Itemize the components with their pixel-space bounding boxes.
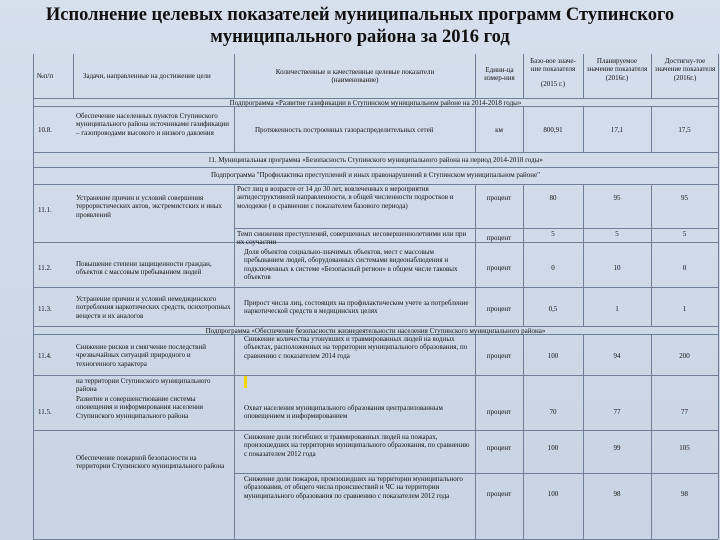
grid-line <box>33 287 718 288</box>
planned-value: 99 <box>613 444 621 452</box>
planned-value: 1 <box>615 305 619 313</box>
grid-line <box>33 430 718 431</box>
base-value: 800,91 <box>543 126 563 134</box>
task-text: Устранение причин и условий совершения террористических актов, экстремистских и иных проявлений <box>76 194 223 219</box>
row-number: 11.4. <box>38 352 52 360</box>
task-text: Устранение причин и условий немедицинского потребления наркотических средств, психотропных веществ и их аналогов <box>76 295 231 320</box>
base-value: 100 <box>547 352 559 360</box>
grid-line <box>475 334 476 539</box>
grid-line <box>234 473 718 474</box>
section-heading: Подпрограмма «Развитие газификации в Ступинском муниципальном районе на 2014-2018 годы» <box>229 99 522 107</box>
section-heading: Подпрограмма "Профилактика преступлений и иных правонарушений в Ступинском муниципальном районе" <box>210 171 540 179</box>
achieved-value: 200 <box>679 352 690 360</box>
grid-line <box>523 54 524 98</box>
unit-value: процент <box>486 408 512 416</box>
task-text: Обеспечение населенных пунктов Ступинского муниципального района источниками газификации – газопроводами высокого и низкого давления <box>76 112 230 137</box>
task-text: Развитие и совершенствование системы оповещения и информирования населения Ступинского муниципального района <box>76 395 203 420</box>
indicator-text: Снижение количества утонувших и травмированных людей на водных объектах, расположенных на территории муниципального образования, по сравнению с показателем 2014 года <box>244 335 468 360</box>
task-text: на территории Ступинского муниципального района <box>76 377 211 394</box>
indicators-table <box>33 54 718 540</box>
base-value: 80 <box>549 194 557 202</box>
grid-line <box>234 334 235 539</box>
section-heading: Подпрограмма «Обеспечение безопасности жизнедеятельности населения Ступинского муниципального района» <box>205 327 546 335</box>
grid-line <box>234 228 718 229</box>
planned-value: 95 <box>613 194 621 202</box>
section-heading: 11. Муниципальная программа «Безопасность Ступинского муниципального района на период 2014-2018 годы» <box>208 156 543 164</box>
row-number: 11.5. <box>38 408 52 416</box>
indicator-text: Снижение доли погибших и травмированных людей на пожарах, произошедших на территории муниципального образования, по сравнению с показателем 2012 года <box>244 433 470 458</box>
unit-value: процент <box>486 264 512 272</box>
page-title-line-1: Исполнение целевых показателей муниципальных программ Ступинского <box>45 5 675 25</box>
header-num: №п/п <box>37 72 54 80</box>
grid-line <box>33 167 718 168</box>
header-tasks: Задачи, направленные на достижение цели <box>83 72 211 80</box>
grid-line <box>583 334 584 539</box>
planned-value: 94 <box>613 352 621 360</box>
unit-value: процент <box>486 234 512 242</box>
grid-line <box>33 375 718 376</box>
grid-line <box>33 54 34 539</box>
base-value: 5 <box>551 230 555 238</box>
indicator-text: Доля объектов социально-значимых объектов, мест с массовым пребыванием людей, оборудованных системами видеонаблюдения и подключенных к системе «Безопасный регион» в общем числе таковых объектов <box>244 248 458 282</box>
header-base <box>525 57 581 88</box>
indicator-text: Снижение доли пожаров, произошедших на территории муниципального образования, от общего числа происшествий и ЧС на территории муниципального образования по сравнению с показателем 2012 года <box>244 475 463 500</box>
base-value: 0,5 <box>548 305 558 313</box>
indicator-text: Протяженность построенных газораспределительных сетей <box>255 126 434 134</box>
header-indicators: Количественные и качественные целевые показатели (наименование) <box>275 68 435 85</box>
indicator-text: Рост лиц в возрасте от 14 до 30 лет, вовлеченных в мероприятия антидеструктивной направленности, в общей численности подростков и молодежи ( в сравнении с показателем базового периода) <box>237 185 454 210</box>
unit-value: процент <box>486 305 512 313</box>
achieved-value: 98 <box>681 490 688 498</box>
achieved-value: 17,5 <box>678 126 691 134</box>
grid-line <box>73 54 74 98</box>
planned-value: 98 <box>613 490 621 498</box>
unit-value: процент <box>486 444 512 452</box>
achieved-value: 0 <box>682 264 687 272</box>
grid-line <box>234 184 235 326</box>
row-number: 11.2. <box>38 264 52 272</box>
page-title-line-2: муниципального района за 2016 год <box>210 27 510 47</box>
grid-line <box>234 106 235 152</box>
grid-line <box>583 54 584 98</box>
planned-value: 10 <box>613 264 621 272</box>
grid-line <box>234 54 235 98</box>
achieved-value: 105 <box>679 444 690 452</box>
grid-line <box>523 334 524 539</box>
row-number: 11.3. <box>38 305 52 313</box>
unit-value: процент <box>486 194 512 202</box>
unit-value: процент <box>486 352 512 360</box>
base-value: 70 <box>549 408 557 416</box>
grid-line <box>651 54 652 98</box>
indicator-text: Темп снижения преступлений, совершенных несовершеннолетними или при их соучастии <box>237 230 467 247</box>
grid-line <box>718 54 719 539</box>
achieved-value: 77 <box>681 408 688 416</box>
header-achieved: Достигну-тое значение показателя (2016г.) <box>654 57 716 82</box>
row-number: 10.8. <box>38 126 52 134</box>
task-text: Снижение рисков и смягчение последствий чрезвычайных ситуаций природного и техногенного характера <box>76 343 206 368</box>
task-text: Обеспечение пожарной безопасности на территории Ступинского муниципального района <box>76 454 225 471</box>
highlight-marker <box>244 376 247 388</box>
header-planned: Планируемое значение показателя (2016г.) <box>586 57 648 82</box>
indicator-text: Прирост числа лиц, состоящих на профилактическом учете за потребление наркотической средств в медицинских целях <box>244 299 469 316</box>
grid-line <box>33 152 718 153</box>
base-value: 0 <box>551 264 555 272</box>
planned-value: 5 <box>615 230 619 238</box>
achieved-value: 1 <box>682 305 687 313</box>
header-base-year: (2015 г.) <box>540 79 566 88</box>
header-base-label: Базо-вое значе-ние показателя <box>530 57 576 74</box>
row-number: 11.1. <box>38 206 52 214</box>
unit-value: км <box>495 126 503 134</box>
grid-line <box>651 334 652 539</box>
base-value: 100 <box>547 490 559 498</box>
achieved-value: 95 <box>681 194 688 202</box>
achieved-value: 5 <box>682 230 687 238</box>
base-value: 100 <box>547 444 559 452</box>
indicator-text: Охват населения муниципального образования централизованным оповещением и информированием <box>244 404 443 421</box>
planned-value: 77 <box>613 408 621 416</box>
header-unit: Едини-ца измер-ния <box>484 66 515 83</box>
task-text: Повышение степени защищенности граждан, объектов с массовым пребыванием людей <box>76 260 212 277</box>
grid-line <box>475 54 476 98</box>
planned-value: 17,1 <box>610 126 624 134</box>
unit-value: процент <box>486 490 512 498</box>
page-title <box>0 4 720 48</box>
